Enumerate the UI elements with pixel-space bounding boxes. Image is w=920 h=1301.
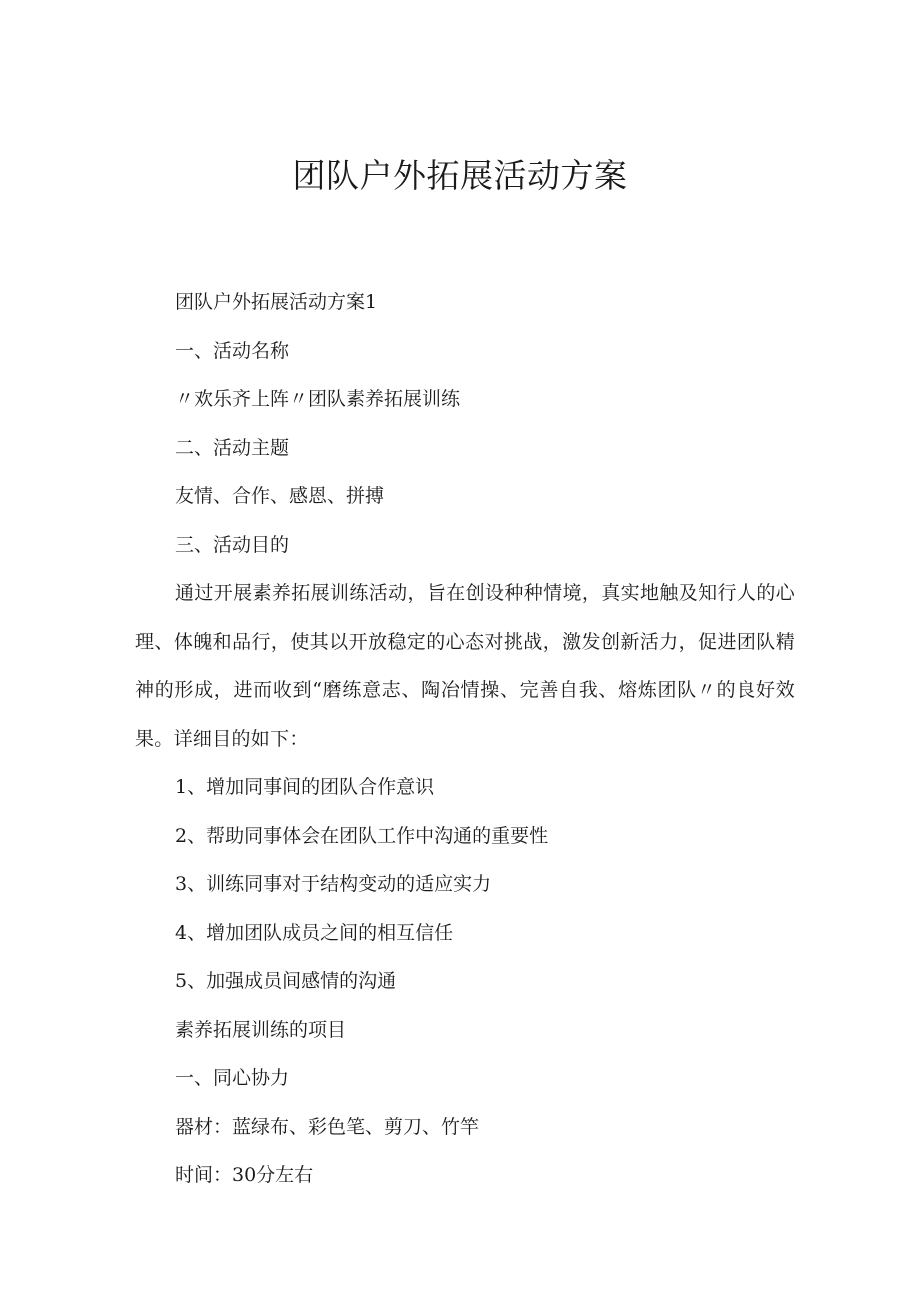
document-title: 团队户外拓展活动方案: [292, 156, 628, 195]
section-heading: 一、活动名称: [175, 339, 290, 362]
list-item: 2、帮助同事体会在团队工作中沟通的重要性: [175, 824, 549, 847]
list-item: 4、增加团队成员之间的相互信任: [175, 921, 454, 944]
body-paragraph: 器材：蓝绿布、彩色笔、剪刀、竹竿: [175, 1115, 480, 1138]
body-paragraph: 时间：30分左右: [175, 1164, 314, 1186]
section-heading: 一、同心协力: [175, 1067, 290, 1089]
list-item: 3、训练同事对于结构变动的适应实力: [175, 873, 492, 895]
body-paragraph: 通过开展素养拓展训练活动，旨在创设种种情境，真实地触及知行人的心理、体魄和品行，使其以开放稳定的心态对挑战，激发创新活力，促进团队精神的形成，进而收到“磨练意志、陶冶情操、完善自我、熔炼团队〃的良好效果。详细目的如下：: [135, 582, 795, 750]
body-paragraph: 〃欢乐齐上阵〃团队素养拓展训练: [175, 388, 461, 410]
section-heading: 团队户外拓展活动方案1: [175, 291, 378, 313]
section-heading: 三、活动目的: [175, 533, 290, 556]
document-body: [135, 278, 795, 1200]
section-heading: 素养拓展训练的项目: [175, 1018, 347, 1041]
list-item: 5、加强成员间感情的沟通: [175, 970, 397, 992]
section-heading: 二、活动主题: [175, 436, 290, 459]
body-paragraph: 友情、合作、感恩、拼搏: [175, 485, 385, 507]
list-item: 1、增加同事间的团队合作意识: [175, 776, 435, 798]
